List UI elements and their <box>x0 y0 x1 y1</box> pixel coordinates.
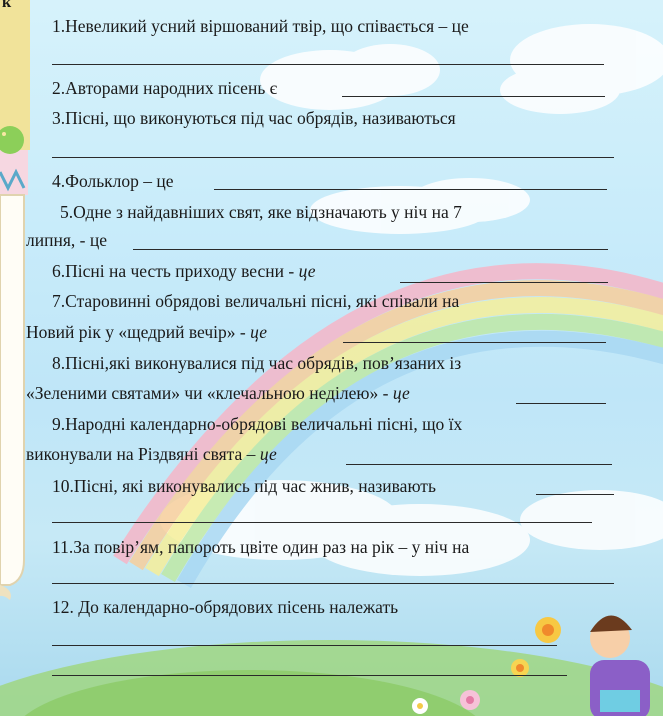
question-12: 12. До календарно-обрядових пісень належать <box>52 597 399 617</box>
question-7-italic: це <box>250 322 268 342</box>
question-2: 2.Авторами народних пісень є <box>52 78 278 98</box>
answer-blank-8[interactable] <box>516 403 606 404</box>
answer-blank-12-b[interactable] <box>52 675 567 676</box>
answer-blank-3[interactable] <box>52 157 614 158</box>
answer-blank-10-a[interactable] <box>536 494 614 495</box>
answer-blank-6[interactable] <box>400 282 608 283</box>
corner-letter: к <box>2 0 12 11</box>
child-illustration <box>590 615 650 716</box>
answer-blank-4[interactable] <box>214 189 607 190</box>
question-4: 4.Фольклор – це <box>52 171 174 191</box>
answer-blank-10-b[interactable] <box>52 522 592 523</box>
question-9-text: виконували на Різдвяні свята – <box>26 444 256 464</box>
question-5-line-2: липня, - це <box>26 230 107 250</box>
question-7-text: Новий рік у «щедрий вечір» - <box>26 322 246 342</box>
answer-blank-2[interactable] <box>342 96 605 97</box>
question-7-line-2 <box>26 322 267 342</box>
question-3: 3.Пісні, що виконуються під час обрядів, називаються <box>52 108 456 128</box>
question-5-line-1: 5.Одне з найдавніших свят, яке відзначають у ніч на 7 <box>60 202 462 222</box>
question-11: 11.За повір’ям, папороть цвіте один раз на рік – у ніч на <box>52 537 470 557</box>
question-7-line-1: 7.Старовинні обрядові величальні пісні, які співали на <box>52 291 460 311</box>
answer-blank-12-a[interactable] <box>52 645 557 646</box>
question-9-line-2 <box>26 444 277 464</box>
answer-blank-9[interactable] <box>346 464 612 465</box>
question-1: 1.Невеликий усний віршований твір, що співається – це <box>52 16 469 36</box>
question-6 <box>52 261 316 281</box>
answer-blank-7[interactable] <box>343 342 606 343</box>
question-8-line-1: 8.Пісні,які виконувалися під час обрядів, пов’язаних із <box>52 353 462 373</box>
question-8-italic: це <box>392 383 410 403</box>
answer-blank-5[interactable] <box>133 249 608 250</box>
question-9-italic: це <box>259 444 277 464</box>
question-8-line-2 <box>26 383 410 403</box>
answer-blank-11[interactable] <box>52 583 614 584</box>
question-6-italic: це <box>298 261 316 281</box>
question-9-line-1: 9.Народні календарно-обрядові величальні пісні, що їх <box>52 414 463 434</box>
question-6-text: 6.Пісні на честь приходу весни - <box>52 261 295 281</box>
question-8-text: «Зеленими святами» чи «клечальною неділею» - <box>26 383 389 403</box>
question-10: 10.Пісні, які виконувались під час жнив, називають <box>52 476 436 496</box>
answer-blank-1[interactable] <box>52 64 604 65</box>
